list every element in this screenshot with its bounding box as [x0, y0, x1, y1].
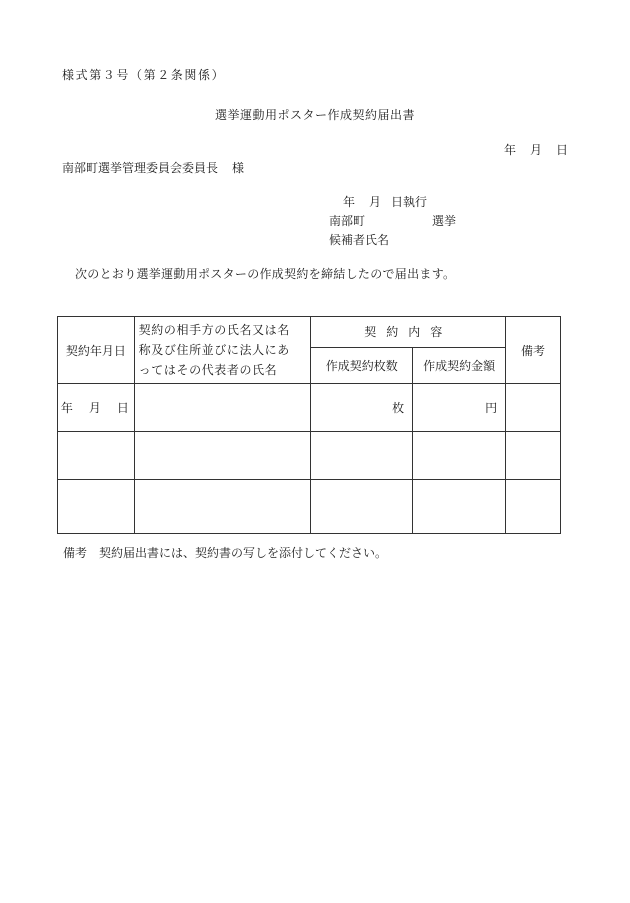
header-contract-amount: 作成契約金額: [413, 347, 506, 383]
submission-date: [504, 141, 568, 158]
remarks-note: 備考 契約届出書には、契約書の写しを添付してください。: [63, 546, 388, 560]
addressee-name: 南部町選挙管理委員会委員長: [62, 161, 219, 175]
table-row: [58, 432, 561, 480]
election-date: [343, 193, 427, 210]
exec-day: 日執行: [391, 195, 428, 209]
cell-sheet-count: 枚: [311, 384, 413, 432]
cell-sheet-count: [311, 432, 413, 480]
cell-contract-date: 年 月 日: [58, 384, 135, 432]
date-year: 年: [504, 143, 517, 157]
header-contract-contents: 契約内容: [311, 317, 506, 348]
table-row: [58, 384, 561, 432]
cell-contract-party: [134, 384, 311, 432]
cell-contract-amount: 円: [413, 384, 506, 432]
date-month: 月: [530, 143, 543, 157]
cell-remarks: [506, 480, 561, 534]
cell-remarks: [506, 432, 561, 480]
date-day: 日: [556, 143, 569, 157]
form-number: 様式第３号（第２条関係）: [62, 68, 226, 82]
header-row-1: [58, 317, 561, 348]
cell-contract-amount: [413, 432, 506, 480]
election-label: 選挙: [432, 214, 457, 228]
cell-contract-date: [58, 432, 135, 480]
town-label: 南部町: [329, 214, 366, 228]
body-text: 次のとおり選挙運動用ポスターの作成契約を締結したので届出ます。: [75, 267, 456, 281]
cell-contract-party: [134, 432, 311, 480]
header-party-line3: ってはその代表者の氏名: [138, 363, 278, 377]
addressee: [62, 159, 244, 176]
header-sheet-count: 作成契約枚数: [311, 347, 413, 383]
cell-contract-party: [134, 480, 311, 534]
cell-contract-amount: [413, 480, 506, 534]
document-title: 選挙運動用ポスター作成契約届出書: [214, 108, 415, 122]
contract-table: [57, 316, 561, 534]
header-party-line1: 契約の相手方の氏名又は名: [138, 323, 290, 337]
exec-month: 月: [369, 195, 382, 209]
exec-year: 年: [343, 195, 356, 209]
header-contract-party: [134, 317, 311, 384]
cell-remarks: [506, 384, 561, 432]
header-remarks: 備考: [506, 317, 561, 384]
header-contract-date: 契約年月日: [58, 317, 135, 384]
candidate-name-label: 候補者氏名: [329, 233, 390, 247]
cell-contract-date: [58, 480, 135, 534]
addressee-honorific: 様: [232, 161, 245, 175]
table-row: [58, 480, 561, 534]
election-name: [329, 212, 456, 229]
cell-sheet-count: [311, 480, 413, 534]
header-party-line2: 称及び住所並びに法人にあ: [138, 343, 290, 357]
